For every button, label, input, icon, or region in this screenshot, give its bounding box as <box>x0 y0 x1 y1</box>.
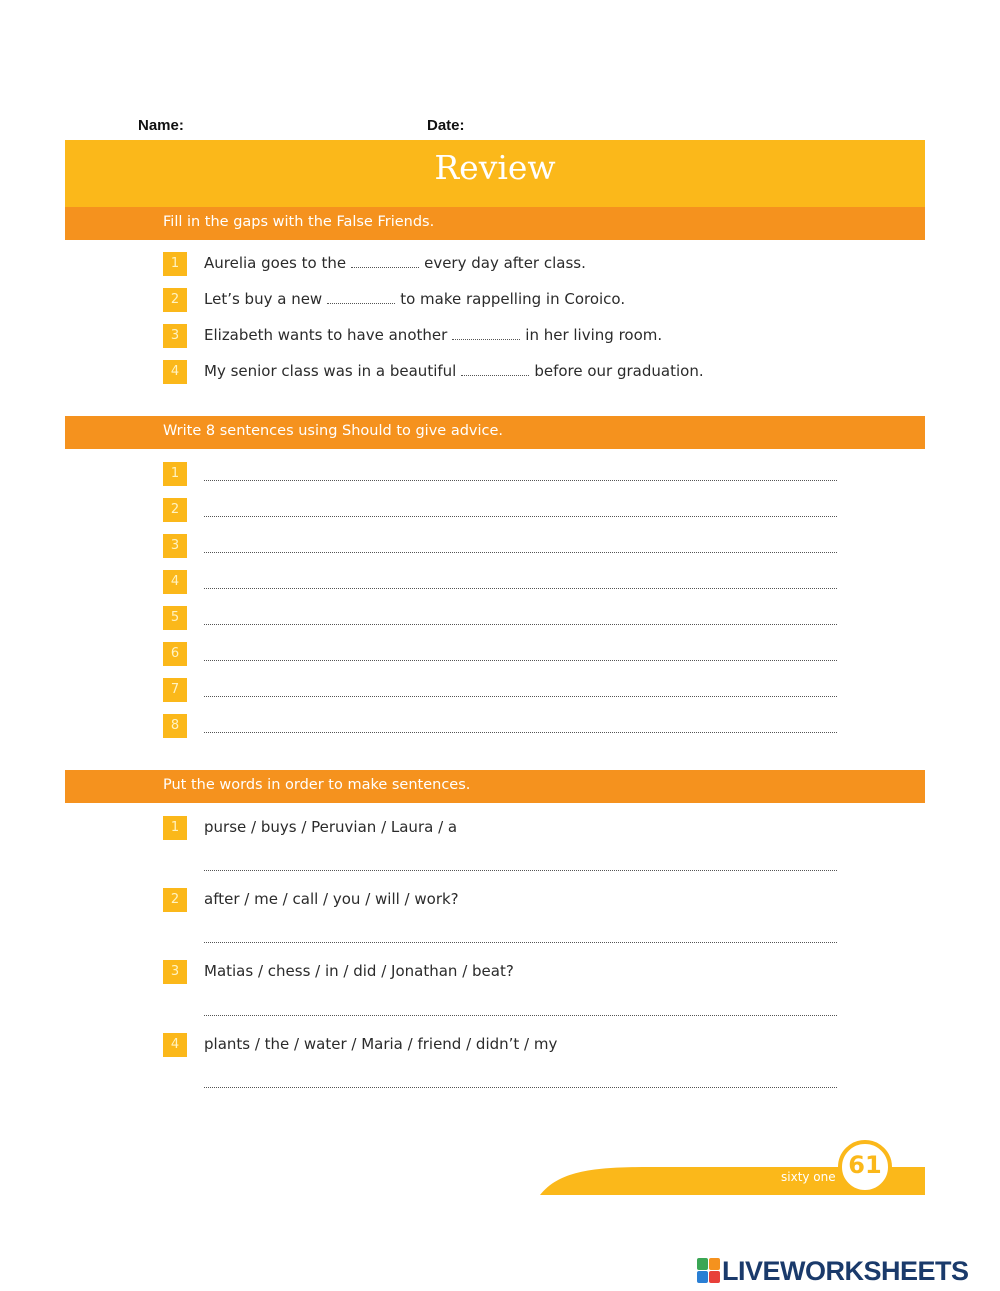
item-number: 2 <box>163 288 187 312</box>
item-number: 5 <box>163 606 187 630</box>
answer-line[interactable] <box>204 1014 837 1016</box>
item-number: 6 <box>163 642 187 666</box>
word-scramble: plants / the / water / Maria / friend / didn’t / my <box>204 1035 558 1053</box>
sentence-start: Aurelia goes to the <box>204 254 347 272</box>
liveworksheets-logo[interactable] <box>697 1256 993 1284</box>
answer-line[interactable] <box>204 623 837 625</box>
answer-line[interactable] <box>204 869 837 871</box>
item-number: 3 <box>163 324 187 348</box>
page-number: 61 <box>848 1151 882 1179</box>
section-1-banner <box>65 207 925 240</box>
item-number: 4 <box>163 570 187 594</box>
gap-sentence <box>204 290 625 308</box>
answer-line[interactable] <box>204 587 837 589</box>
section-3-banner <box>65 770 925 803</box>
item-number: 7 <box>163 678 187 702</box>
sentence-end: every day after class. <box>424 254 586 272</box>
date-label: Date: <box>427 117 465 134</box>
item-number: 1 <box>163 816 187 840</box>
item-number: 3 <box>163 534 187 558</box>
word-scramble: after / me / call / you / will / work? <box>204 890 459 908</box>
sentence-start: Let’s buy a new <box>204 290 323 308</box>
word-scramble: Matias / chess / in / did / Jonathan / beat? <box>204 962 514 980</box>
section-1-instruction: Fill in the gaps with the False Friends. <box>163 214 435 230</box>
page-word: PAGE <box>797 1156 833 1171</box>
item-number: 4 <box>163 360 187 384</box>
logo-text: LIVEWORKSHEETS <box>722 1256 969 1286</box>
item-number: 3 <box>163 960 187 984</box>
gap-blank[interactable] <box>452 326 520 340</box>
liveworksheets-icon <box>697 1258 721 1284</box>
item-number: 2 <box>163 498 187 522</box>
item-number: 1 <box>163 252 187 276</box>
item-number: 4 <box>163 1033 187 1057</box>
section-2-banner <box>65 416 925 449</box>
gap-blank[interactable] <box>327 290 395 304</box>
gap-blank[interactable] <box>351 254 419 268</box>
page-badge <box>838 1140 892 1194</box>
answer-line[interactable] <box>204 515 837 517</box>
page-title: Review <box>434 148 556 187</box>
sentence-end: in her living room. <box>525 326 663 344</box>
sentence-start: Elizabeth wants to have another <box>204 326 448 344</box>
section-2-instruction: Write 8 sentences using Should to give advice. <box>163 423 504 439</box>
gap-sentence <box>204 326 662 344</box>
item-number: 1 <box>163 462 187 486</box>
sentence-start: My senior class was in a beautiful <box>204 362 457 380</box>
answer-line[interactable] <box>204 1086 837 1088</box>
page-text: sixty one <box>781 1170 836 1184</box>
answer-line[interactable] <box>204 941 837 943</box>
title-banner <box>65 140 925 208</box>
gap-sentence <box>204 254 586 272</box>
name-label: Name: <box>138 117 184 134</box>
word-scramble: purse / buys / Peruvian / Laura / a <box>204 818 458 836</box>
answer-line[interactable] <box>204 731 837 733</box>
sentence-end: before our graduation. <box>534 362 704 380</box>
item-number: 2 <box>163 888 187 912</box>
sentence-end: to make rappelling in Coroico. <box>400 290 626 308</box>
gap-sentence <box>204 362 704 380</box>
answer-line[interactable] <box>204 479 837 481</box>
answer-line[interactable] <box>204 659 837 661</box>
answer-line[interactable] <box>204 551 837 553</box>
item-number: 8 <box>163 714 187 738</box>
answer-line[interactable] <box>204 695 837 697</box>
gap-blank[interactable] <box>461 362 529 376</box>
section-3-instruction: Put the words in order to make sentences. <box>163 777 471 793</box>
